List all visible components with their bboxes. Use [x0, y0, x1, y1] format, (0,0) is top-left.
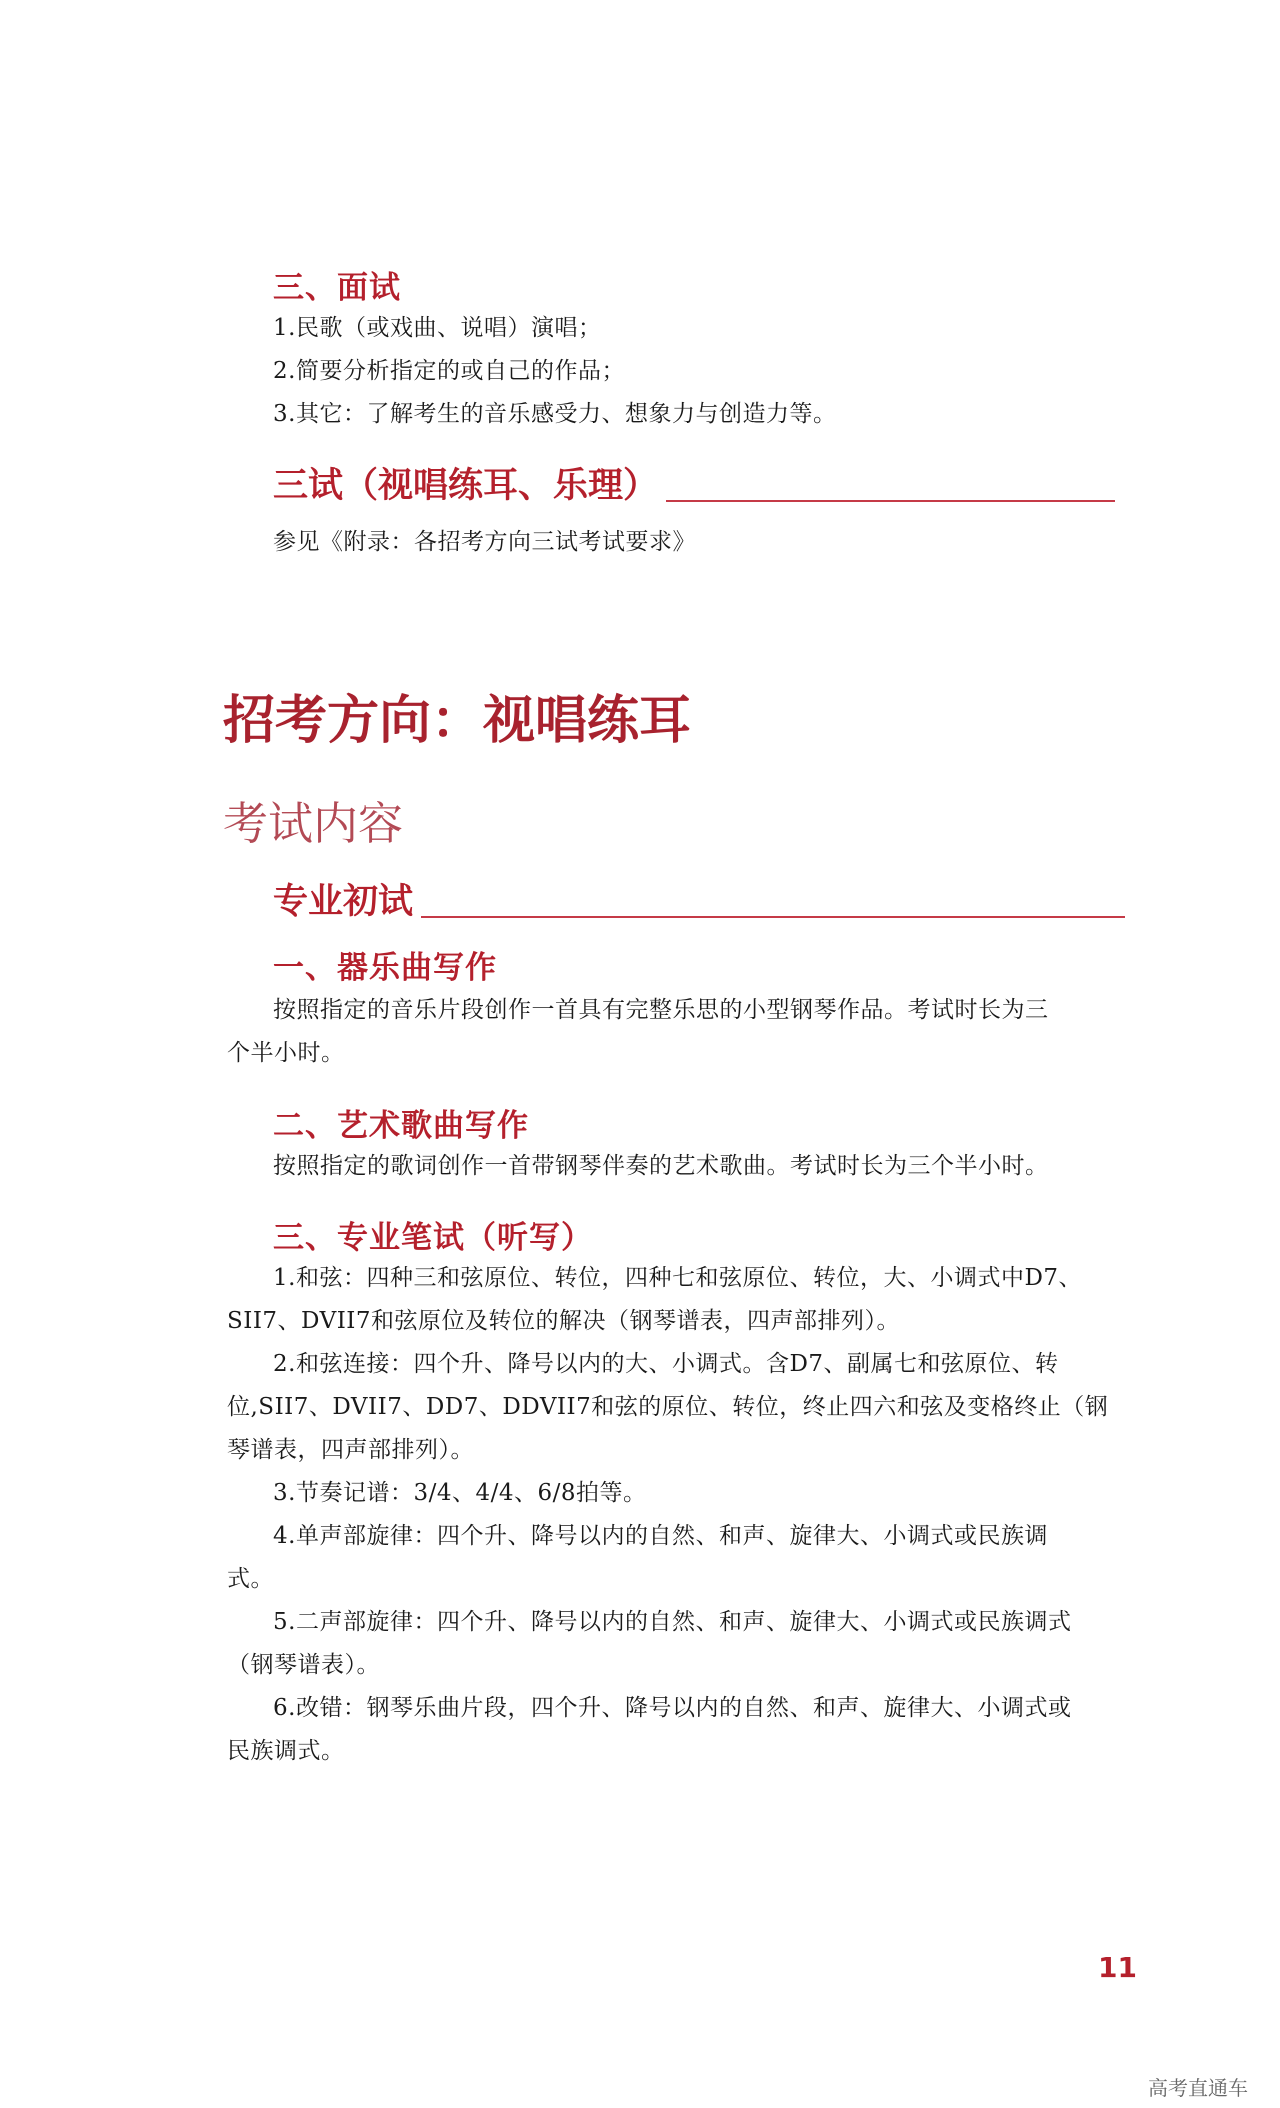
list-line: 1.和弦：四种三和弦原位、转位，四种七和弦原位、转位，大、小调式中D7、 — [273, 1265, 1083, 1291]
sec3-list — [227, 1257, 1108, 1773]
sec3-heading: 三、专业笔试（听写） — [273, 1220, 593, 1256]
sec2-heading: 二、艺术歌曲写作 — [273, 1108, 529, 1144]
list-line: 位,SII7、DVII7、DD7、DDVII7和弦的原位、转位，终止四六和弦及变格终止（钢 — [227, 1394, 1109, 1420]
list-item: 3.其它：了解考生的音乐感受力、想象力与创造力等。 — [273, 401, 837, 427]
watermark: 高考直通车 — [1148, 2076, 1248, 2100]
direction-title: 招考方向：视唱练耳 — [223, 691, 692, 751]
heading-rule — [666, 500, 1115, 502]
list-line: 琴谱表，四声部排列）。 — [227, 1437, 474, 1463]
list-line: SII7、DVII7和弦原位及转位的解决（钢琴谱表，四声部排列）。 — [227, 1308, 901, 1334]
paragraph-line: 个半小时。 — [227, 1040, 345, 1066]
heading-rule — [421, 916, 1125, 918]
list-item: 2.简要分析指定的或自己的作品； — [273, 358, 625, 384]
list-line: 6.改错：钢琴乐曲片段，四个升、降号以内的自然、和声、旋律大、小调式或 — [273, 1695, 1072, 1721]
third-exam-text: 参见《附录：各招考方向三试考试要求》 — [273, 529, 696, 555]
list-line: 3.节奏记谱：3/4、4/4、6/8拍等。 — [273, 1480, 647, 1506]
sec2-paragraph: 按照指定的歌词创作一首带钢琴伴奏的艺术歌曲。考试时长为三个半小时。 — [273, 1153, 1049, 1179]
third-exam-heading: 三试（视唱练耳、乐理） — [273, 466, 659, 506]
prelim-heading-row — [273, 874, 1125, 924]
sec1-heading: 一、器乐曲写作 — [273, 950, 497, 986]
list-item: 1.民歌（或戏曲、说唱）演唱； — [273, 315, 602, 341]
interview-heading: 三、面试 — [273, 270, 401, 306]
prelim-heading: 专业初试 — [273, 882, 414, 922]
list-line: 5.二声部旋律：四个升、降号以内的自然、和声、旋律大、小调式或民族调式 — [273, 1609, 1072, 1635]
page-number: 11 — [1098, 1951, 1137, 1984]
list-line: 民族调式。 — [227, 1738, 345, 1764]
list-line: （钢琴谱表）。 — [227, 1652, 380, 1678]
list-line: 式。 — [227, 1566, 274, 1592]
third-exam-heading-row — [273, 458, 1115, 508]
paragraph-line: 按照指定的音乐片段创作一首具有完整乐思的小型钢琴作品。考试时长为三 — [273, 997, 1049, 1023]
interview-list — [273, 307, 836, 436]
content-title: 考试内容 — [223, 797, 404, 850]
list-line: 4.单声部旋律：四个升、降号以内的自然、和声、旋律大、小调式或民族调 — [273, 1523, 1048, 1549]
sec1-paragraph — [227, 989, 1049, 1075]
list-line: 2.和弦连接：四个升、降号以内的大、小调式。含D7、副属七和弦原位、转 — [273, 1351, 1059, 1377]
